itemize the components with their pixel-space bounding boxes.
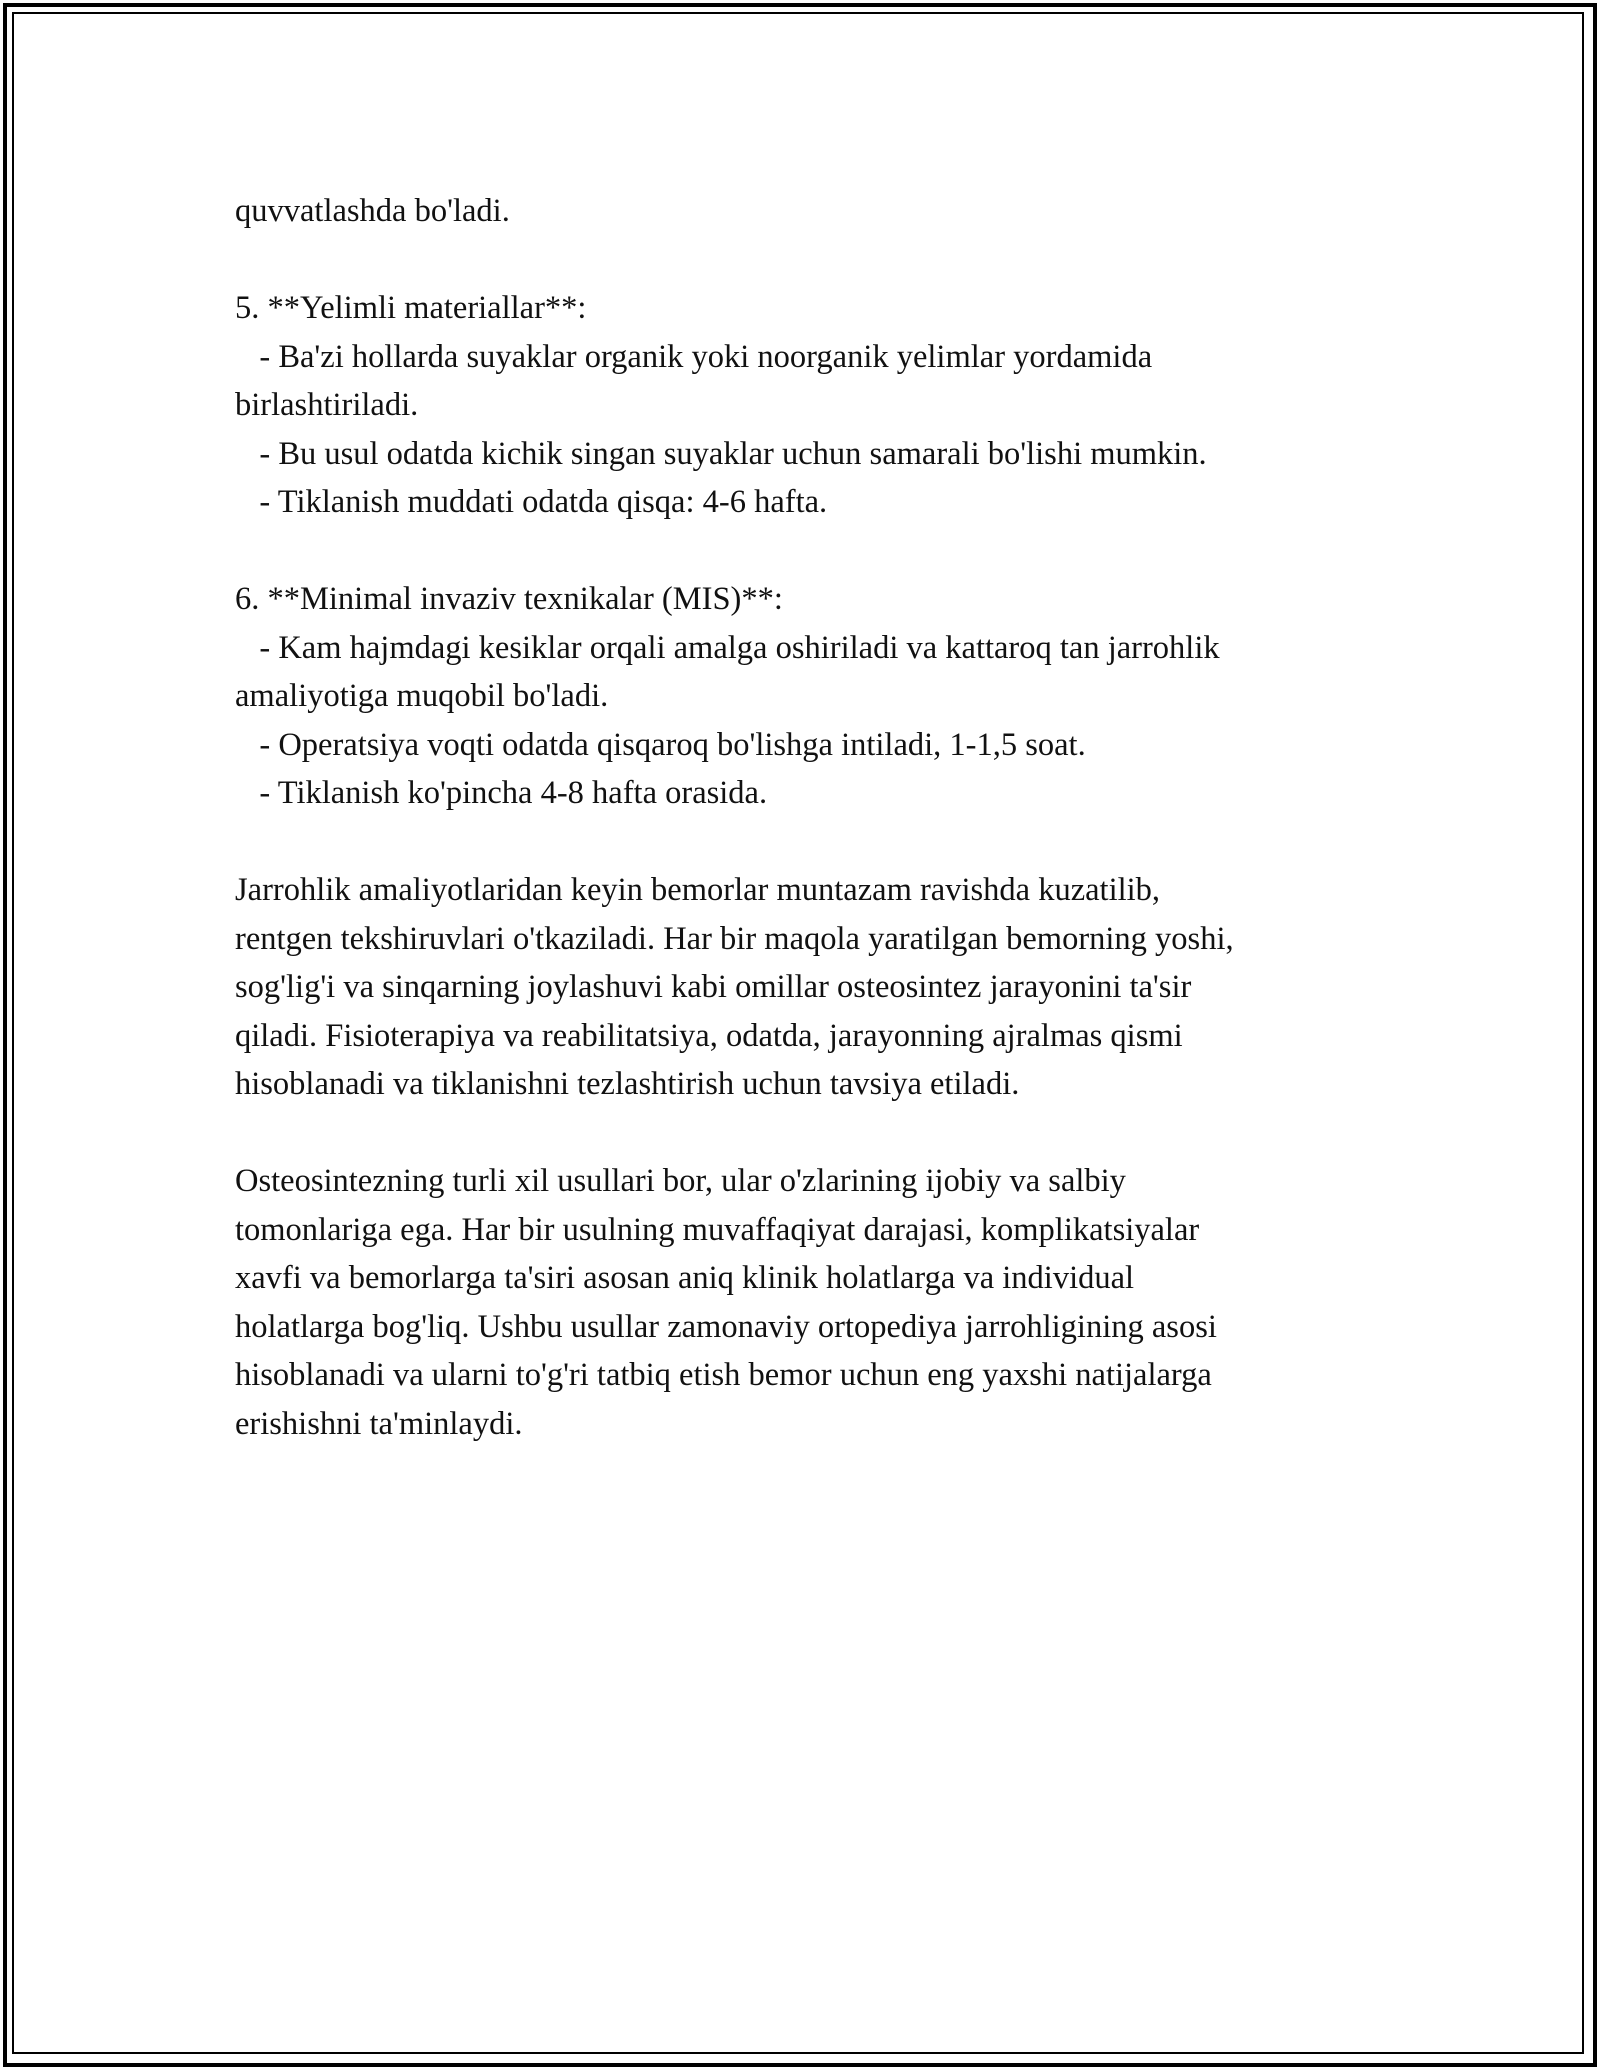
section-5-bullet-1b: birlashtiriladi.	[235, 387, 419, 423]
paragraph-line: Osteosintezning turli xil usullari bor, ular o'zlarining ijobiy va salbiy	[235, 1163, 1126, 1199]
section-5-heading: 5. **Yelimli materiallar**:	[235, 290, 587, 326]
paragraph-line: sog'lig'i va sinqarning joylashuvi kabi omillar osteosintez jarayonini ta'sir	[235, 969, 1192, 1005]
blank-line	[235, 527, 1395, 576]
paragraph-line: qiladi. Fisioterapiya va reabilitatsiya, odatda, jarayonning ajralmas qismi	[235, 1017, 1183, 1054]
section-6-heading: 6. **Minimal invaziv texnikalar (MIS)**:	[235, 581, 783, 617]
blank-line	[235, 818, 1395, 867]
paragraph-conclusion	[235, 1157, 1395, 1448]
section-6-bullet-2: - Operatsiya voqti odatda qisqaroq bo'lishga intiladi, 1-1,5 soat.	[235, 726, 1086, 763]
section-5	[235, 284, 1395, 527]
section-6-bullet-1a: - Kam hajmdagi kesiklar orqali amalga oshiriladi va kattaroq tan jarrohlik	[235, 629, 1220, 666]
section-6-bullet-3: - Tiklanish ko'pincha 4-8 hafta orasida.	[235, 775, 768, 811]
paragraph-followup	[235, 866, 1395, 1109]
section-6	[235, 575, 1395, 818]
paragraph-line: hisoblanadi va tiklanishni tezlashtirish uchun tavsiya etiladi.	[235, 1066, 1020, 1102]
paragraph-line: erishishni ta'minlaydi.	[235, 1405, 523, 1442]
paragraph-line: Jarrohlik amaliyotlaridan keyin bemorlar muntazam ravishda kuzatilib,	[235, 872, 1161, 908]
section-5-bullet-3: - Tiklanish muddati odatda qisqa: 4-6 hafta.	[235, 484, 828, 520]
paragraph-line: holatlarga bog'liq. Ushbu usullar zamonaviy ortopediya jarrohligining asosi	[235, 1308, 1217, 1345]
blank-line	[235, 1109, 1395, 1158]
section-6-bullet-1b: amaliyotiga muqobil bo'ladi.	[235, 678, 609, 714]
paragraph-line: xavfi va bemorlarga ta'siri asosan aniq klinik holatlarga va individual	[235, 1260, 1135, 1296]
section-5-bullet-2: - Bu usul odatda kichik singan suyaklar uchun samarali bo'lishi mumkin.	[235, 435, 1207, 472]
paragraph-line: hisoblanadi va ularni to'g'ri tatbiq etish bemor uchun eng yaxshi natijalarga	[235, 1357, 1212, 1393]
paragraph-line: rentgen tekshiruvlari o'tkaziladi. Har bir maqola yaratilgan bemorning yoshi,	[235, 920, 1234, 957]
continuation-line: quvvatlashda bo'ladi.	[235, 193, 510, 229]
paragraph-line: tomonlariga ega. Har bir usulning muvaffaqiyat darajasi, komplikatsiyalar	[235, 1211, 1200, 1248]
document-body	[235, 187, 1395, 1448]
section-5-bullet-1a: - Ba'zi hollarda suyaklar organik yoki noorganik yelimlar yordamida	[235, 338, 1153, 375]
blank-line	[235, 236, 1395, 285]
